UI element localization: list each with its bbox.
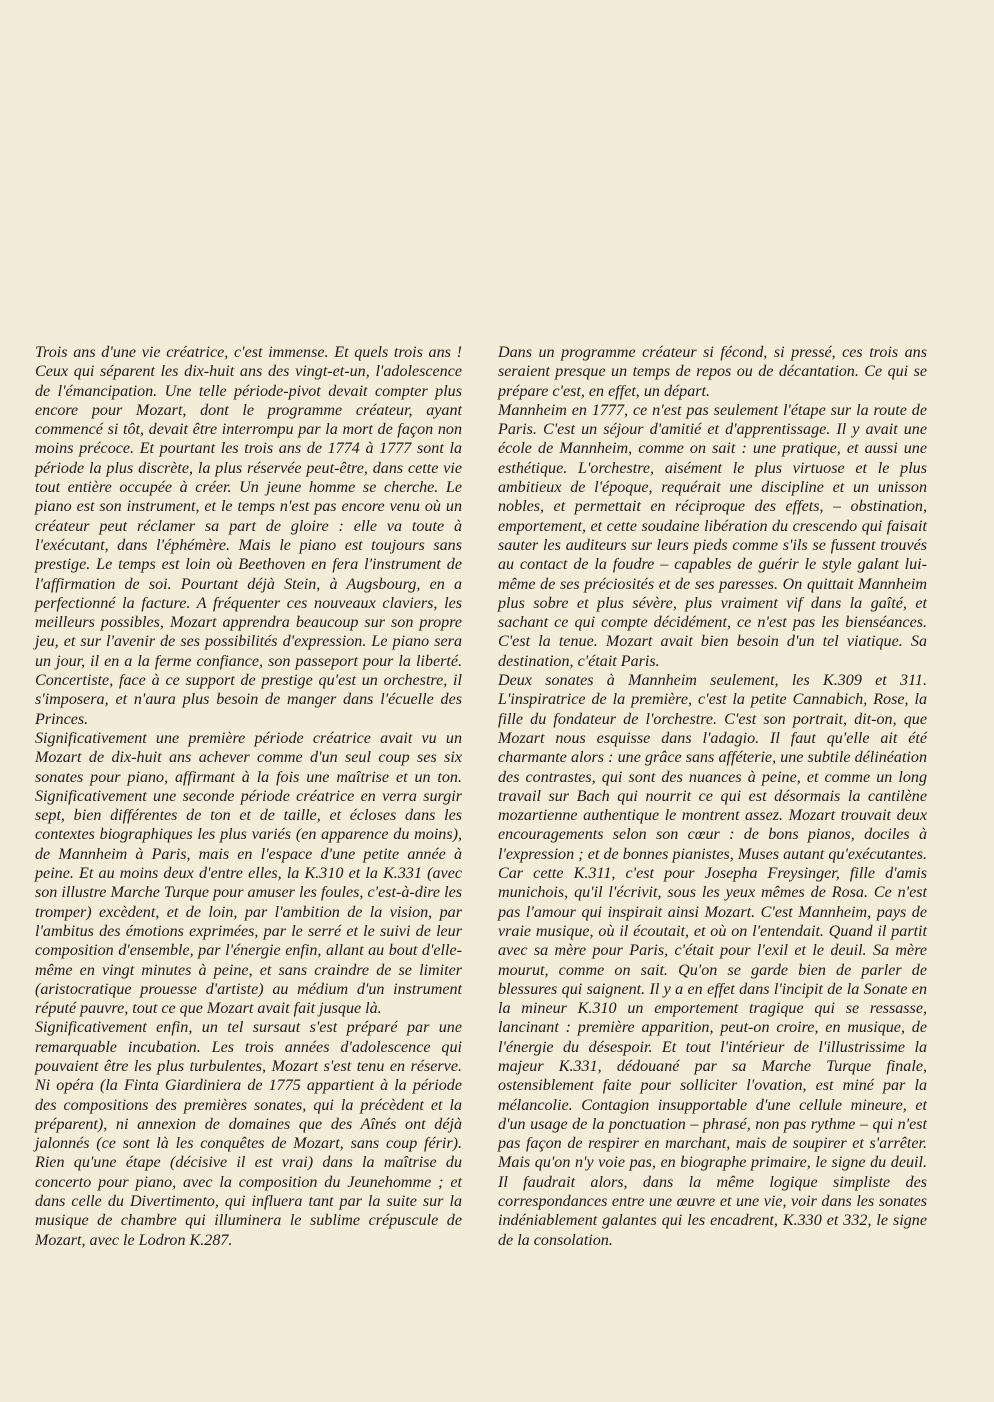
- paragraph: Mannheim en 1777, ce n'est pas seulement l'étape sur la route de Paris. C'est un séjour d'amitié et d'apprentissage. Il y avait une école de Mannheim, comme on sait : une pratique, et aussi une esthétique. L'orchestre, aisément le plus virtuose et le plus ambitieux de l'époque, requérait une discipline et un unisson nobles, et permettait en réciproque des effets, – obstination, emportement, et cette soudaine libération du crescendo qui faisait sauter les auditeurs sur leurs pieds comme s'ils se fussent trouvés au contact de la foudre – capables de guérir le style galant lui-même de ses préciosités et de ses paresses. On quittait Mannheim plus sobre et plus sévère, plus vraiment vif dans la gaîté, et sachant ce qui compte décidément, ce n'est pas les bienséances. C'est la tenue. Mozart avait bien besoin d'un tel viatique. Sa destination, c'était Paris.: [498, 401, 927, 670]
- paragraph: Dans un programme créateur si fécond, si pressé, ces trois ans seraient presque un temps de repos ou de décantation. Ce qui se prépare c'est, en effet, un départ.: [498, 344, 927, 400]
- left-column: [35, 343, 462, 1250]
- paragraph: Significativement enfin, un tel sursaut s'est préparé par une remarquable incubation. Les trois années d'adolescence qui pouvaient être les plus turbulentes, Mozart s'est tenu en réserve. Ni opéra (la Finta Giardiniera de 1775 appartient à la période des compositions des premières sonates, qui la précèdent et la préparent), ni annexion de domaines que des Aînés ont déjà jalonnés (ce sont là les conquêtes de Mozart, sans coup férir). Rien qu'une étape (décisive il est vrai) dans la maîtrise du concerto pour piano, avec la composition du Jeunehomme ; et dans celle du Divertimento, qui influera tant par la suite sur la musique de chambre qui illuminera le sublime crépuscule de Mozart, avec le Lodron K.287.: [35, 1019, 462, 1249]
- paragraph: Trois ans d'une vie créatrice, c'est immense. Et quels trois ans ! Ceux qui séparent les dix-huit ans des vingt-et-un, l'adolescence de l'émancipation. Une telle période-pivot devait compter plus encore pour Mozart, dont le programme créateur, ayant commencé si tôt, devait être interrompu par la mort de façon non moins précoce. Et pourtant les trois ans de 1774 à 1777 sont la période la plus discrète, la plus réservée peut-être, dans cette vie tout entière occupée à créer. Un jeune homme se cherche. Le piano est son instrument, et le temps n'est pas encore venu où un créateur peut réclamer sa part de gloire : elle va toute à l'exécutant, dans l'éphémère. Mais le piano est toujours sans prestige. Le temps est loin où Beethoven en fera l'instrument de l'affirmation de soi. Pourtant déjà Stein, à Augsbourg, en a perfectionné la facture. A fréquenter ces nouveaux claviers, les meilleurs possibles, Mozart apprendra beaucoup sur son propre jeu, et sur l'avenir de ses possibilités d'expression. Le piano sera un jour, il en a la ferme confiance, son passeport pour la liberté. Concertiste, face à ce support de prestige qu'est un orchestre, il s'imposera, et n'aura plus besoin de manger dans l'écuelle des Princes.: [35, 344, 462, 728]
- paragraph: Significativement une première période créatrice avait vu un Mozart de dix-huit ans achever comme d'un seul coup ses six sonates pour piano, affirmant à la fois une maîtrise et un ton. Significativement une seconde période créatrice en verra surgir sept, bien différentes de ton et de taille, et écloses dans les contextes biographiques les plus variés (en apparence du moins), de Mannheim à Paris, mais en l'espace d'une petite année à peine. Et au moins deux d'entre elles, la K.310 et la K.331 (avec son illustre Marche Turque pour amuser les foules, c'est-à-dire les tromper) excèdent, et de loin, par l'ambition de la vision, par l'ambitus des émotions exprimées, par le serré et le suivi de leur composition d'ensemble, par l'énergie enfin, allant au bout d'elle-même en vingt minutes à peine, et sans craindre de se limiter (aristocratique prouesse d'artiste) au médium d'un instrument réputé pauvre, tout ce que Mozart avait fait jusque là.: [35, 729, 462, 1018]
- paragraph: Deux sonates à Mannheim seulement, les K.309 et 311. L'inspiratrice de la première, c'est la petite Cannabich, Rose, la fille du fondateur de l'orchestre. C'est son portrait, dit-on, que Mozart nous esquisse dans l'adagio. Il faut qu'elle ait été charmante alors : une grâce sans afféterie, une subtile délinéation des contrastes, qui sont des nuances à peine, et comme un long travail sur Bach qui nourrit ce qui est désormais la cantilène mozartienne authentique le montrent assez. Mozart trouvait deux encouragements selon son cœur : de bons pianos, dociles à l'expression ; et de bonnes pianistes, Muses autant qu'exécutantes. Car cette K.311, c'est pour Josepha Freysinger, fille d'amis munichois, qu'il l'écrivit, sous les yeux mêmes de Rosa. Ce n'est pas l'amour qui inspirait ainsi Mozart. C'est Mannheim, pays de vraie musique, où il écoutait, et où on l'entendait. Quand il partit avec sa mère pour Paris, c'était pour l'exil et le deuil. Sa mère mourut, comme on sait. Qu'on se garde bien de parler de blessures qui saignent. Il y a en effet dans l'incipit de la Sonate en la mineur K.310 un emportement tragique qui se ressasse, lancinant : première apparition, peut-on croire, en musique, de l'énergie du désespoir. Et tout l'intérieur de l'illustrissime la majeur K.331, dédouané par sa Marche Turque finale, ostensiblement faite pour solliciter l'ovation, est miné par la mélancolie. Contagion insupportable d'une cellule mineure, et d'un usage de la ponctuation – phrasé, non pas rythme – qui n'est pas façon de respirer en marchant, mais de soupirer et s'arrêter. Mais qu'on n'y voie pas, en biographe primaire, le signe du deuil. Il faudrait alors, dans la même logique simpliste des correspondances entre une œuvre et une vie, voir dans les sonates indéniablement galantes qui les encadrent, K.330 et 332, le signe de la consolation.: [498, 672, 927, 1249]
- right-column: [498, 343, 927, 1250]
